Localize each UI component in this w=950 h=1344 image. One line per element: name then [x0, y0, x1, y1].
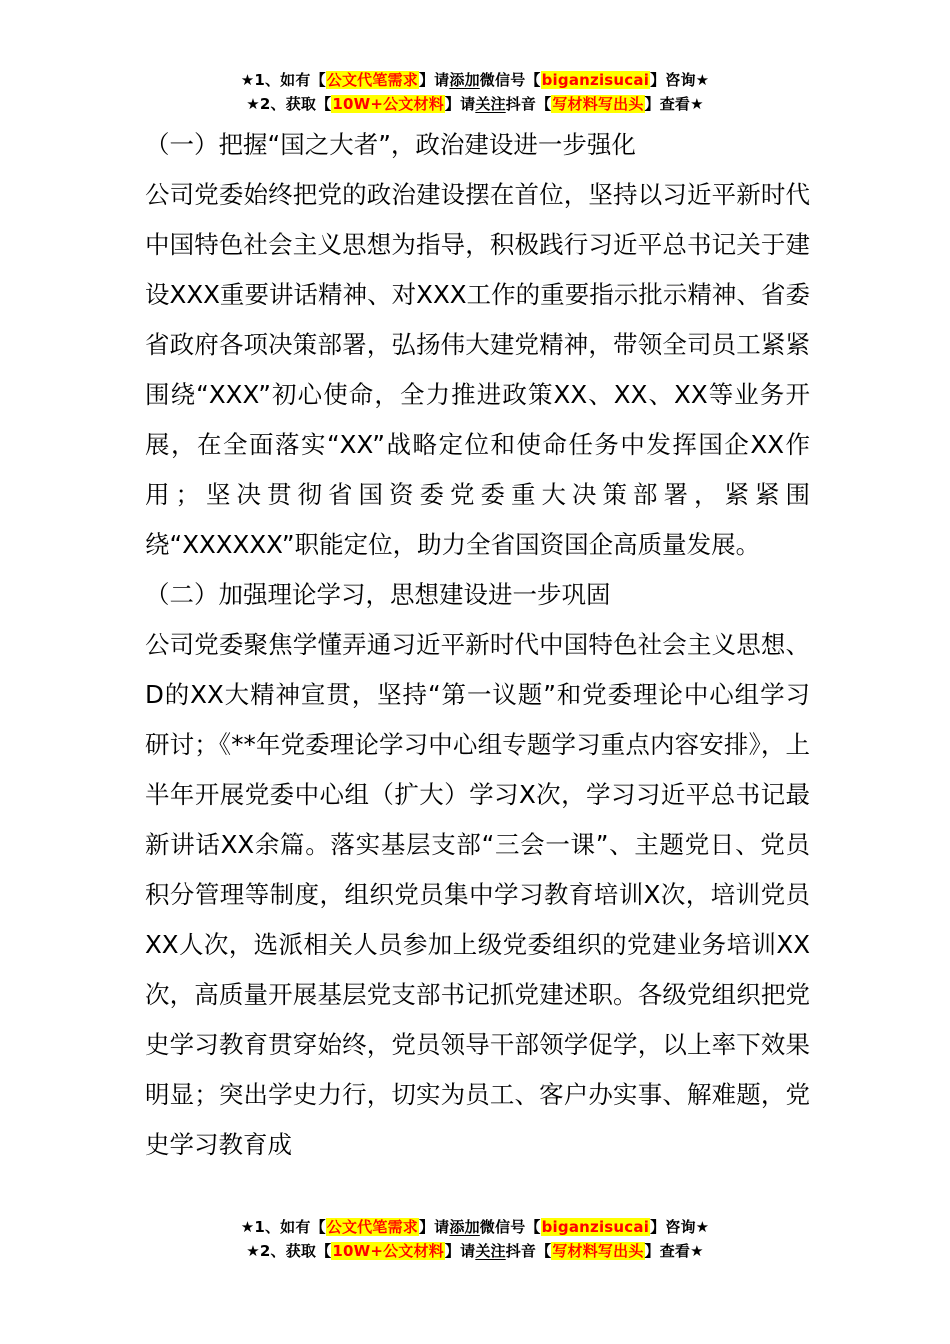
document-body [145, 120, 810, 1170]
promo-line-1-mid: 】请 [418, 71, 450, 89]
promo-banner-bottom [0, 1215, 950, 1263]
promo-line-1-repeat [0, 1215, 950, 1239]
promo-line-1-highlight-wechat: biganzisucai [541, 1218, 650, 1236]
promo-line-1-emphasis: 添加 [449, 71, 480, 89]
promo-line-2-repeat [0, 1239, 950, 1263]
promo-line-1-suffix: 】咨询★ [650, 1218, 710, 1236]
promo-line-2-emphasis: 关注 [475, 95, 506, 113]
promo-line-1-prefix: ★1、如有【 [240, 1218, 326, 1236]
promo-line-2-emphasis: 关注 [475, 1242, 506, 1260]
promo-line-1-prefix: ★1、如有【 [240, 71, 326, 89]
promo-line-2-prefix: ★2、获取【 [246, 95, 332, 113]
promo-line-1-highlight-service: 公文代笔需求 [326, 71, 418, 89]
promo-line-1 [0, 68, 950, 92]
section-2-paragraph: 公司党委聚焦学懂弄通习近平新时代中国特色社会主义思想、D的XX大精神宣贯，坚持“第一议题”和党委理论中心组学习研讨；《**年党委理论学习中心组专题学习重点内容安排》，上半年开展党委中心组（扩大）学习X次，学习习近平总书记最新讲话XX余篇。落实基层支部“三会一课”、主题党日、党员积分管理等制度，组织党员集中学习教育培训X次，培训党员XX人次，选派相关人员参加上级党委组织的党建业务培训XX次，高质量开展基层党支部书记抓党建述职。各级党组织把党史学习教育贯穿始终，党员领导干部领学促学，以上率下效果明显；突出学史力行，切实为员工、客户办实事、解难题，党史学习教育成 [145, 630, 810, 1159]
promo-line-2-suffix: 】查看★ [644, 1242, 704, 1260]
promo-line-2-highlight-douyin: 写材料写出头 [552, 95, 644, 113]
promo-line-2-prefix: ★2、获取【 [246, 1242, 332, 1260]
promo-line-2-mid2: 抖音【 [505, 1242, 552, 1260]
promo-line-2-highlight-douyin: 写材料写出头 [552, 1242, 644, 1260]
promo-line-1-mid2: 微信号【 [479, 1218, 541, 1236]
promo-line-2-suffix: 】查看★ [644, 95, 704, 113]
section-1-paragraph: 公司党委始终把党的政治建设摆在首位，坚持以习近平新时代中国特色社会主义思想为指导，积极践行习近平总书记关于建设XXX重要讲话精神、对XXX工作的重要指示批示精神、省委省政府各项决策部署，弘扬伟大建党精神，带领全司员工紧紧围绕“XXX”初心使命，全力推进政策XX、XX、XX等业务开展，在全面落实“XX”战略定位和使命任务中发挥国企XX作用；坚决贯彻省国资委党委重大决策部署，紧紧围绕“XXXXXX”职能定位，助力全省国资国企高质量发展。 [145, 180, 810, 559]
promo-line-2-mid: 】请 [444, 1242, 476, 1260]
promo-line-2-mid: 】请 [444, 95, 476, 113]
promo-line-2-highlight-materials: 10W+公文材料 [332, 1242, 444, 1260]
promo-line-1-emphasis: 添加 [449, 1218, 480, 1236]
promo-line-1-highlight-service: 公文代笔需求 [326, 1218, 418, 1236]
section-2-heading: （二）加强理论学习，思想建设进一步巩固 [145, 580, 611, 609]
promo-line-1-mid2: 微信号【 [479, 71, 541, 89]
promo-line-1-suffix: 】咨询★ [650, 71, 710, 89]
section-1-heading: （一）把握“国之大者”，政治建设进一步强化 [145, 130, 636, 159]
promo-line-1-mid: 】请 [418, 1218, 450, 1236]
promo-line-2-highlight-materials: 10W+公文材料 [332, 95, 444, 113]
promo-line-2 [0, 92, 950, 116]
promo-banner-top [0, 68, 950, 116]
promo-line-2-mid2: 抖音【 [505, 95, 552, 113]
promo-line-1-highlight-wechat: biganzisucai [541, 71, 650, 89]
